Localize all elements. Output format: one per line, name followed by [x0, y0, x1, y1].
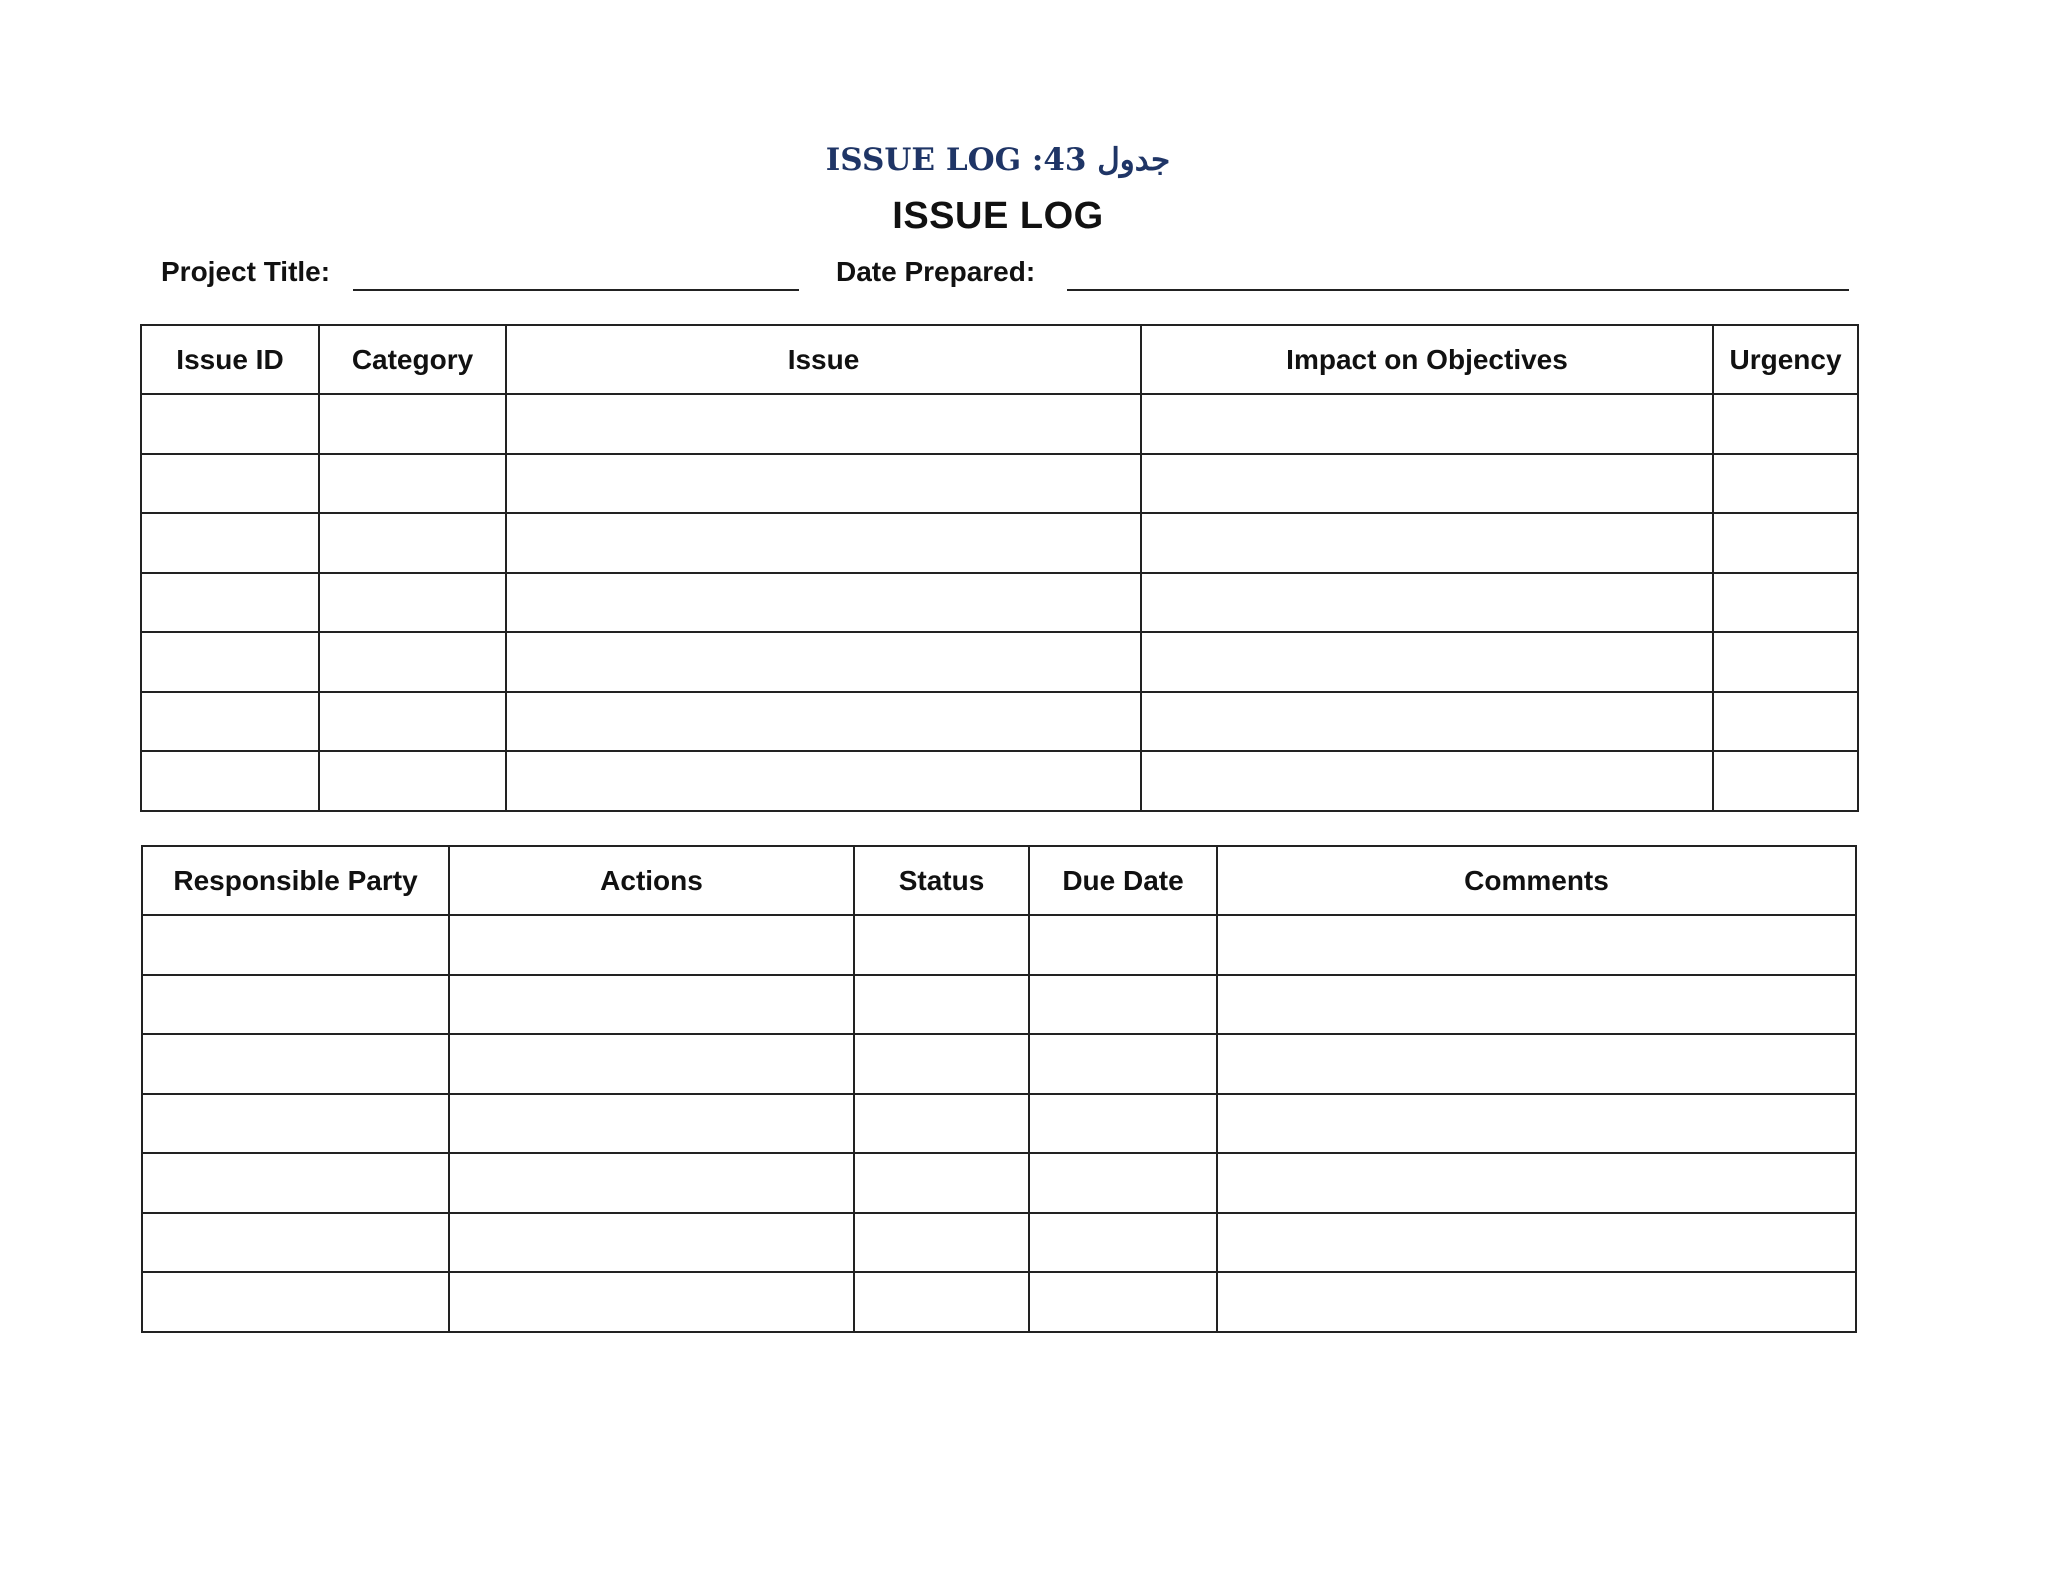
table-cell[interactable]	[1713, 394, 1858, 454]
table-row	[142, 1272, 1856, 1332]
table-cell[interactable]	[319, 751, 506, 811]
table-cell[interactable]	[449, 1034, 854, 1094]
table-cell[interactable]	[1713, 513, 1858, 573]
table-cell[interactable]	[854, 1094, 1029, 1154]
table-cell[interactable]	[449, 915, 854, 975]
column-header-urgency: Urgency	[1713, 325, 1858, 394]
table-cell[interactable]	[854, 1034, 1029, 1094]
table-cell[interactable]	[854, 975, 1029, 1035]
table-cell[interactable]	[854, 915, 1029, 975]
table-cell[interactable]	[1141, 513, 1713, 573]
table-row	[142, 1213, 1856, 1273]
responsibility-table	[141, 845, 1857, 1333]
project-title-field[interactable]	[353, 289, 799, 291]
table-cell[interactable]	[1029, 915, 1217, 975]
page-title: ISSUE LOG	[892, 195, 1104, 237]
table-row	[141, 632, 1858, 692]
table-cell[interactable]	[141, 394, 319, 454]
table-cell[interactable]	[506, 394, 1141, 454]
table-row	[142, 1094, 1856, 1154]
table-row	[142, 1153, 1856, 1213]
table-cell[interactable]	[1029, 1272, 1217, 1332]
table-cell[interactable]	[142, 1153, 449, 1213]
table-cell[interactable]	[1713, 573, 1858, 633]
project-title-label: Project Title:	[161, 256, 331, 287]
table-cell[interactable]	[142, 1272, 449, 1332]
table-caption: جدول 43: ISSUE LOG	[825, 142, 1171, 178]
column-header-actions: Actions	[449, 846, 854, 915]
table-header-row	[141, 325, 1858, 394]
column-header-responsible-party: Responsible Party	[142, 846, 449, 915]
table-cell[interactable]	[1141, 454, 1713, 514]
table-cell[interactable]	[141, 632, 319, 692]
table-cell[interactable]	[1029, 1034, 1217, 1094]
table-cell[interactable]	[854, 1272, 1029, 1332]
table-cell[interactable]	[319, 394, 506, 454]
table-cell[interactable]	[1217, 1153, 1856, 1213]
table-cell[interactable]	[506, 573, 1141, 633]
table-cell[interactable]	[506, 751, 1141, 811]
table-cell[interactable]	[319, 692, 506, 752]
table-cell[interactable]	[141, 513, 319, 573]
table-cell[interactable]	[1029, 975, 1217, 1035]
table-header-row	[142, 846, 1856, 915]
table-cell[interactable]	[1713, 751, 1858, 811]
table-cell[interactable]	[1029, 1153, 1217, 1213]
date-prepared-field[interactable]	[1067, 289, 1849, 291]
table-cell[interactable]	[854, 1213, 1029, 1273]
table-cell[interactable]	[1217, 1213, 1856, 1273]
table-row	[141, 454, 1858, 514]
column-header-issue-id: Issue ID	[141, 325, 319, 394]
table-cell[interactable]	[319, 632, 506, 692]
table-cell[interactable]	[141, 573, 319, 633]
table-cell[interactable]	[506, 454, 1141, 514]
table-cell[interactable]	[1217, 1094, 1856, 1154]
table-cell[interactable]	[1029, 1213, 1217, 1273]
table-cell[interactable]	[1217, 1272, 1856, 1332]
table-cell[interactable]	[449, 1213, 854, 1273]
table-row	[141, 751, 1858, 811]
table-cell[interactable]	[141, 751, 319, 811]
table-cell[interactable]	[506, 632, 1141, 692]
table-row	[141, 394, 1858, 454]
table-cell[interactable]	[449, 1272, 854, 1332]
table-cell[interactable]	[854, 1153, 1029, 1213]
table-cell[interactable]	[319, 454, 506, 514]
table-cell[interactable]	[1217, 1034, 1856, 1094]
table-cell[interactable]	[141, 692, 319, 752]
table-row	[142, 1034, 1856, 1094]
table-cell[interactable]	[506, 692, 1141, 752]
table-cell[interactable]	[449, 975, 854, 1035]
table-cell[interactable]	[1713, 632, 1858, 692]
table-cell[interactable]	[142, 915, 449, 975]
table-cell[interactable]	[142, 1213, 449, 1273]
date-prepared-label: Date Prepared:	[836, 256, 1036, 287]
table-row	[141, 513, 1858, 573]
table-cell[interactable]	[1029, 1094, 1217, 1154]
table-cell[interactable]	[319, 573, 506, 633]
table-cell[interactable]	[141, 454, 319, 514]
column-header-due-date: Due Date	[1029, 846, 1217, 915]
column-header-comments: Comments	[1217, 846, 1856, 915]
table-cell[interactable]	[142, 1034, 449, 1094]
table-cell[interactable]	[449, 1153, 854, 1213]
table-cell[interactable]	[1141, 573, 1713, 633]
column-header-issue: Issue	[506, 325, 1141, 394]
table-cell[interactable]	[142, 975, 449, 1035]
table-cell[interactable]	[1141, 692, 1713, 752]
column-header-impact-on-objectives: Impact on Objectives	[1141, 325, 1713, 394]
column-header-status: Status	[854, 846, 1029, 915]
table-cell[interactable]	[319, 513, 506, 573]
table-cell[interactable]	[1141, 632, 1713, 692]
column-header-category: Category	[319, 325, 506, 394]
table-cell[interactable]	[1713, 454, 1858, 514]
table-row	[142, 915, 1856, 975]
issue-table	[140, 324, 1859, 812]
table-cell[interactable]	[1217, 975, 1856, 1035]
table-row	[141, 692, 1858, 752]
table-cell[interactable]	[1141, 751, 1713, 811]
table-row	[141, 573, 1858, 633]
table-row	[142, 975, 1856, 1035]
table-cell[interactable]	[1713, 692, 1858, 752]
table-cell[interactable]	[142, 1094, 449, 1154]
table-cell[interactable]	[449, 1094, 854, 1154]
table-cell[interactable]	[1217, 915, 1856, 975]
table-cell[interactable]	[1141, 394, 1713, 454]
table-cell[interactable]	[506, 513, 1141, 573]
